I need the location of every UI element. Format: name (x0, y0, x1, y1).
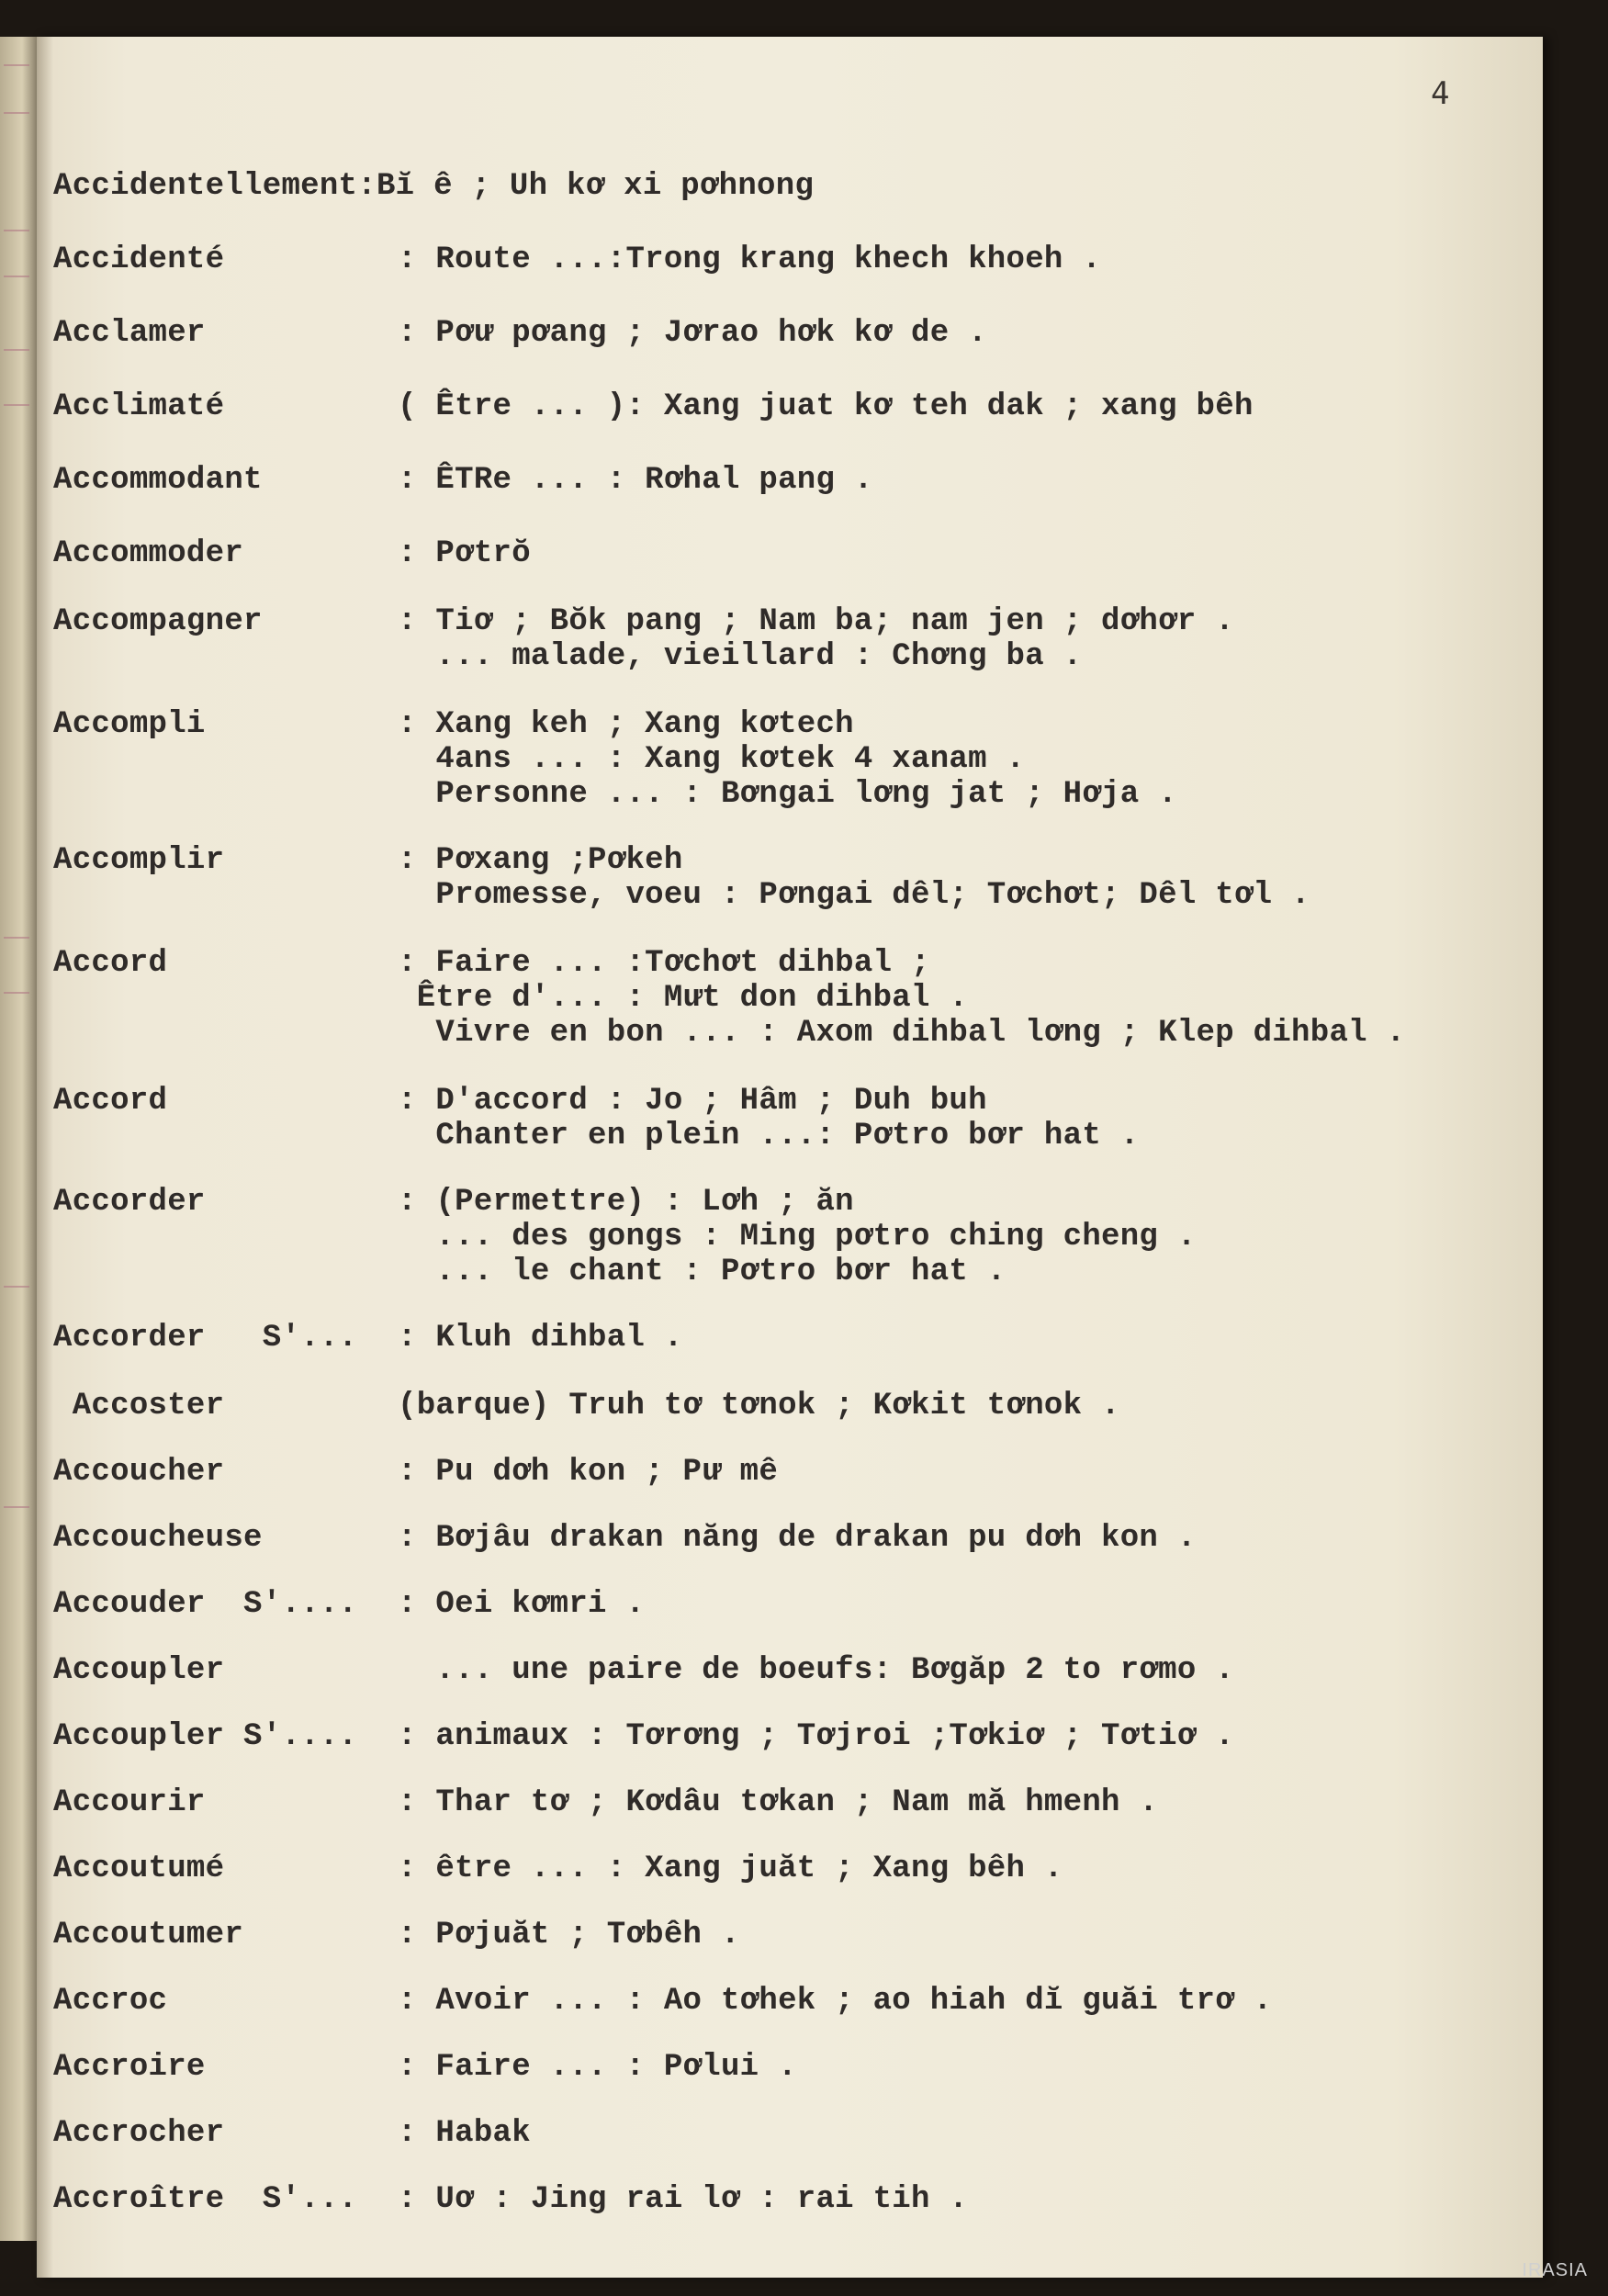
definition-line: : Avoir ... : Ao tơhek ; ao hiah dĭ guăi trơ . (398, 1984, 1273, 2019)
entry-headword: Acclimaté (53, 389, 225, 424)
definition-line: : Faire ... :Tơchơt dihbal ; (398, 946, 930, 981)
entry-definition (398, 1084, 1523, 1154)
dictionary-entry (53, 1785, 1523, 1820)
entry-definition (398, 1851, 1523, 1886)
dictionary-entry (53, 2182, 1523, 2217)
entry-headword: Accoucher (53, 1455, 225, 1490)
entry-definition (398, 536, 1523, 571)
margin-mark (4, 230, 29, 231)
dictionary-entry (53, 2116, 1523, 2151)
margin-mark (4, 64, 29, 66)
definition-line: ( Être ... ): Xang juat kơ teh dak ; xang bêh (398, 389, 1254, 424)
adjacent-page-edge (0, 37, 37, 2241)
entry-headword: Accourir (53, 1785, 206, 1820)
entry-headword: Accommodant (53, 463, 263, 498)
spine-shadow (37, 37, 53, 2278)
margin-mark (4, 276, 29, 277)
dictionary-entry (53, 1084, 1523, 1154)
entry-definition (398, 2116, 1523, 2151)
margin-mark (4, 349, 29, 351)
margin-mark (4, 937, 29, 939)
definition-line: : Bơjâu drakan năng de drakan pu dơh kon . (398, 1521, 1197, 1556)
dictionary-entries (53, 138, 1523, 2217)
entry-headword: Accidentellement: (53, 169, 377, 204)
entry-headword: Accord (53, 946, 168, 981)
entry-definition (398, 946, 1523, 1051)
definition-line: : Pơư pơang ; Jơrao hơk kơ de . (398, 316, 987, 351)
definition-line: (barque) Truh tơ tơnok ; Kơkit tơnok . (398, 1389, 1120, 1424)
definition-line: : Pơxang ;Pơkeh (398, 843, 683, 878)
entry-definition (398, 1719, 1523, 1754)
dictionary-entry (53, 1455, 1523, 1490)
entry-headword: Accommoder (53, 536, 244, 571)
entry-headword: Accroître S'... (53, 2182, 358, 2217)
dictionary-entry (53, 1389, 1523, 1424)
dictionary-entry (53, 1984, 1523, 2019)
definition-line: : Oei kơmri . (398, 1587, 646, 1622)
watermark: IRASIA (1522, 2260, 1588, 2280)
entry-headword: Accidenté (53, 242, 225, 277)
definition-line: ... des gongs : Ming pơtro ching cheng . (398, 1220, 1197, 1255)
dictionary-entry (53, 604, 1523, 674)
entry-definition (398, 1785, 1523, 1820)
entry-headword: Accrocher (53, 2116, 225, 2151)
entry-definition (398, 604, 1523, 674)
dictionary-entry (53, 316, 1523, 351)
definition-line: : être ... : Xang juăt ; Xang bêh . (398, 1851, 1063, 1886)
definition-line: ... une paire de boeufs: Bơgăp 2 to rơmo . (398, 1653, 1234, 1688)
dictionary-entry (53, 1653, 1523, 1688)
page-number: 4 (1431, 75, 1450, 112)
dictionary-entry (53, 169, 1523, 204)
entry-definition (398, 1321, 1523, 1356)
entry-headword: Acclamer (53, 316, 206, 351)
definition-line: : Pơtrŏ (398, 536, 531, 571)
entry-headword: Accorder S'... (53, 1321, 358, 1356)
dictionary-entry (53, 242, 1523, 277)
entry-headword: Accompli (53, 707, 206, 742)
document-page (37, 37, 1543, 2278)
entry-headword: Accroire (53, 2050, 206, 2085)
dictionary-entry (53, 1587, 1523, 1622)
definition-line: 4ans ... : Xang kơtek 4 xanam . (398, 742, 1026, 777)
entry-definition (377, 169, 1523, 204)
entry-headword: Accoupler (53, 1653, 225, 1688)
entry-headword: Accorder (53, 1185, 206, 1220)
dictionary-entry (53, 389, 1523, 424)
entry-headword: Accoutumé (53, 1851, 225, 1886)
dictionary-entry (53, 1918, 1523, 1953)
definition-line: : (Permettre) : Lơh ; ăn (398, 1185, 854, 1220)
entry-definition (398, 707, 1523, 812)
entry-definition (398, 843, 1523, 913)
dictionary-entry (53, 843, 1523, 913)
entry-definition (398, 1653, 1523, 1688)
margin-mark (4, 112, 29, 114)
dictionary-entry (53, 536, 1523, 571)
definition-line: ... le chant : Pơtro bơr hat . (398, 1255, 1006, 1289)
definition-line: : Habak (398, 2116, 531, 2151)
definition-line: : Faire ... : Pơlui . (398, 2050, 797, 2085)
entry-definition (398, 1918, 1523, 1953)
entry-definition (398, 316, 1523, 351)
entry-definition (398, 389, 1523, 424)
entry-definition (398, 1587, 1523, 1622)
entry-definition (398, 1185, 1523, 1289)
dictionary-entry (53, 1719, 1523, 1754)
dictionary-entry (53, 1185, 1523, 1289)
dictionary-entry (53, 1851, 1523, 1886)
definition-line: Vivre en bon ... : Axom dihbal lơng ; Klep dihbal . (398, 1016, 1406, 1051)
entry-headword: Accouder S'.... (53, 1587, 358, 1622)
definition-line: Personne ... : Bơngai lơng jat ; Hơja . (398, 777, 1177, 812)
entry-headword: Accoupler S'.... (53, 1719, 358, 1754)
definition-line: : Thar tơ ; Kơdâu tơkan ; Nam mă hmenh . (398, 1785, 1159, 1820)
definition-line: : D'accord : Jo ; Hâm ; Duh buh (398, 1084, 987, 1119)
definition-line: : Kluh dihbal . (398, 1321, 683, 1356)
entry-definition (398, 463, 1523, 498)
definition-line: : ÊTRe ... : Rơhal pang . (398, 463, 873, 498)
dictionary-entry (53, 1521, 1523, 1556)
definition-line: : Uơ : Jing rai lơ : rai tih . (398, 2182, 969, 2217)
dictionary-entry (53, 1321, 1523, 1356)
entry-headword: Accoucheuse (53, 1521, 263, 1556)
margin-mark (4, 992, 29, 994)
dictionary-entry (53, 463, 1523, 498)
definition-line: : Tiơ ; Bŏk pang ; Nam ba; nam jen ; dơhơr . (398, 604, 1234, 639)
entry-headword: Accroc (53, 1984, 168, 2019)
definition-line: : Pu dơh kon ; Pư mê (398, 1455, 779, 1490)
definition-line: : Pơjuăt ; Tơbêh . (398, 1918, 740, 1953)
entry-headword: Accoster (53, 1389, 225, 1424)
entry-definition (398, 1984, 1523, 2019)
entry-headword: Accomplir (53, 843, 225, 878)
entry-definition (398, 1521, 1523, 1556)
entry-headword: Accord (53, 1084, 168, 1119)
entry-definition (398, 2050, 1523, 2085)
definition-line: : Route ...:Trong krang khech khoeh . (398, 242, 1102, 277)
entry-definition (398, 242, 1523, 277)
definition-line: Chanter en plein ...: Pơtro bơr hat . (398, 1119, 1140, 1154)
dictionary-entry (53, 946, 1523, 1051)
dictionary-entry (53, 2050, 1523, 2085)
entry-definition (398, 2182, 1523, 2217)
definition-line: Être d'... : Mưt don dihbal . (398, 981, 969, 1016)
definition-line: Bĭ ê ; Uh kơ xi pơhnong (376, 169, 815, 204)
entry-headword: Accoutumer (53, 1918, 244, 1953)
margin-mark (4, 1286, 29, 1288)
margin-mark (4, 1506, 29, 1508)
margin-mark (4, 404, 29, 406)
entry-headword: Accompagner (53, 604, 263, 639)
definition-line: : animaux : Tơrơng ; Tơjroi ;Tơkiơ ; Tơtiơ . (398, 1719, 1234, 1754)
dictionary-entry (53, 707, 1523, 812)
entry-definition (398, 1455, 1523, 1490)
definition-line: : Xang keh ; Xang kơtech (398, 707, 854, 742)
entry-definition (398, 1389, 1523, 1424)
definition-line: ... malade, vieillard : Chơng ba . (398, 639, 1083, 674)
definition-line: Promesse, voeu : Pơngai dêl; Tơchơt; Dêl tơl . (398, 878, 1310, 913)
